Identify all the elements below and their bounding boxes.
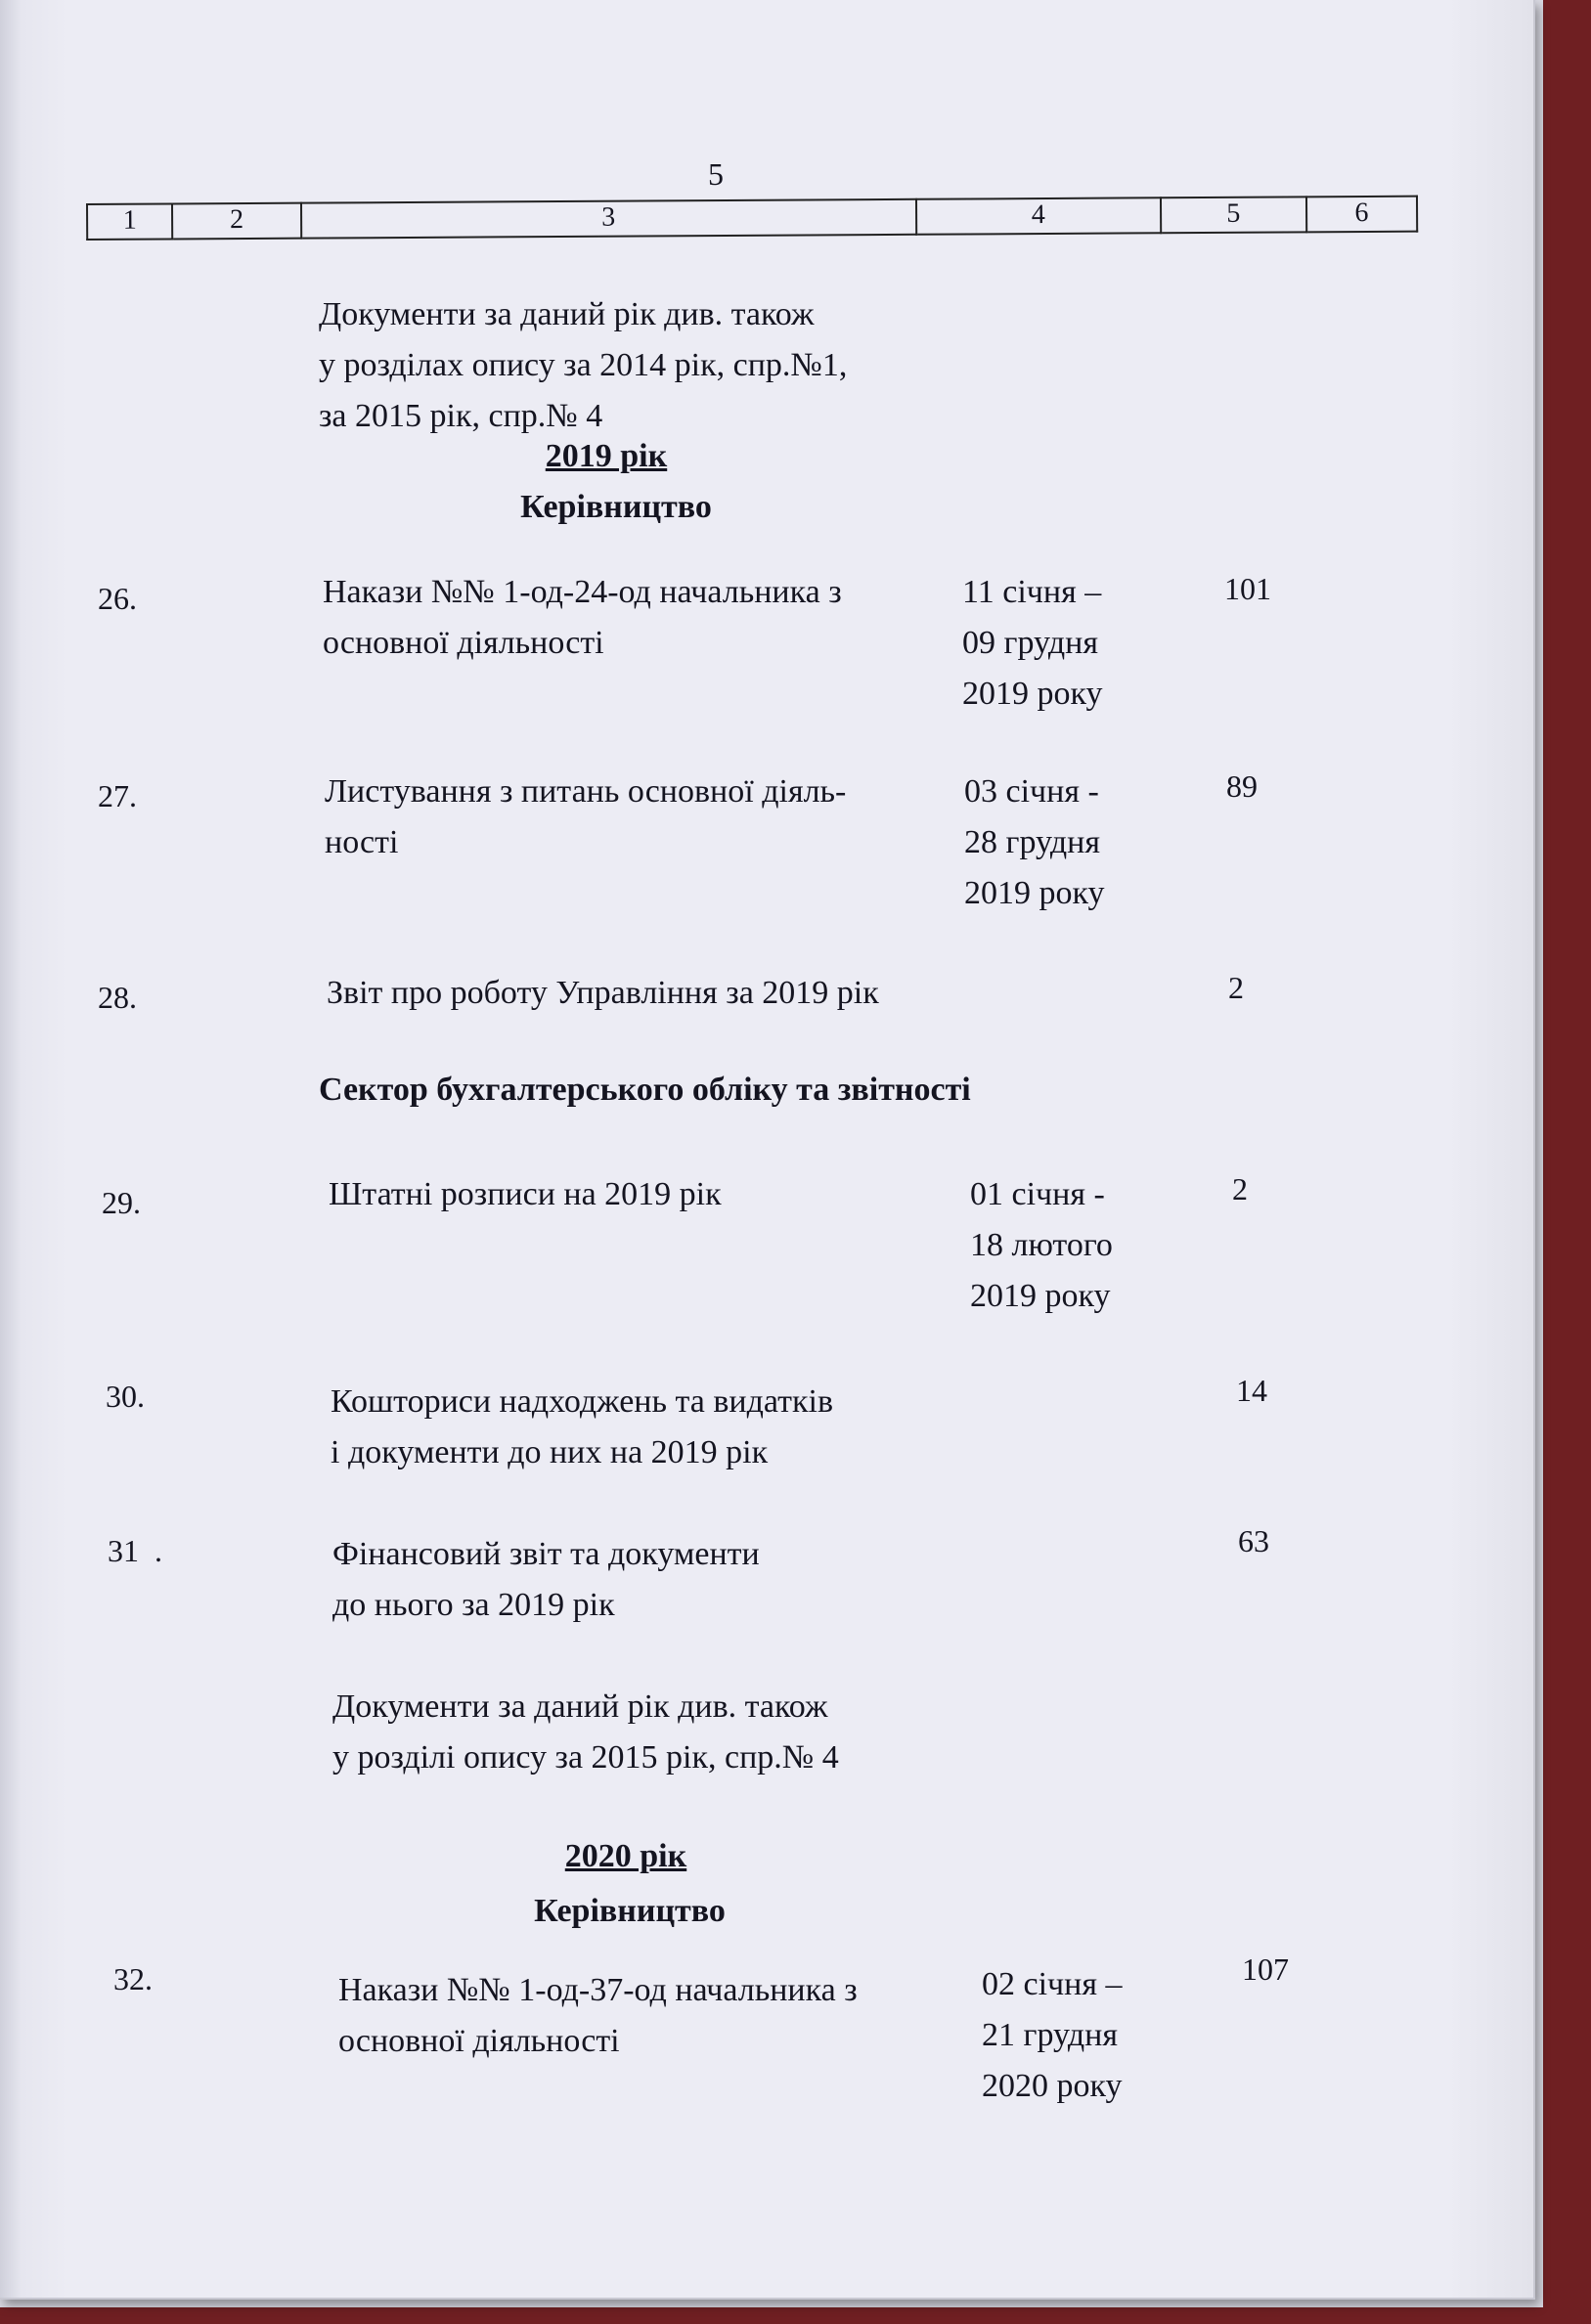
entry-title (331, 1377, 833, 1478)
date-line: 2019 року (962, 676, 1103, 712)
entry-number: 27. (98, 778, 137, 813)
title-line: і документи до них на 2019 рік (331, 1434, 769, 1470)
date-line: 21 грудня (982, 2017, 1118, 2053)
note-line: за 2015 рік, спр.№ 4 (319, 398, 603, 434)
title-line: Звіт про роботу Управління за 2019 рік (327, 975, 879, 1011)
date-line: 2019 року (970, 1278, 1111, 1314)
column-header: 4 (916, 197, 1161, 235)
entry-dates (962, 567, 1103, 720)
date-line: 11 січня – (962, 574, 1102, 610)
bleed-through-text (323, 499, 331, 535)
title-line: Штатні розписи на 2019 рік (329, 1176, 722, 1212)
title-line: основної діяльності (338, 2023, 620, 2059)
column-header: 6 (1306, 197, 1417, 233)
column-header-table (86, 196, 1418, 241)
intro-note (319, 289, 847, 442)
date-line: 03 січня - (964, 773, 1099, 810)
year-note (332, 1682, 839, 1783)
entry-title (327, 968, 879, 1019)
year-heading-2020: 2020 рік (564, 1838, 687, 1874)
date-line: 02 січня – (982, 1966, 1123, 2002)
section-heading-management: Керівництво (520, 489, 712, 525)
entry-pages: 107 (1242, 1951, 1289, 1987)
title-line: Накази №№ 1-од-24-од начальника з (323, 574, 842, 610)
title-line: до нього за 2019 рік (332, 1587, 615, 1623)
column-header: 3 (301, 199, 916, 239)
title-line: основної діяльності (323, 625, 604, 661)
title-line: Кошториси надходжень та видатків (331, 1383, 834, 1420)
entry-title (323, 567, 842, 669)
section-heading-accounting: Сектор бухгалтерського обліку та звітності (319, 1072, 971, 1108)
date-line: 28 грудня (964, 824, 1100, 860)
entry-number: 30. (106, 1379, 145, 1414)
date-line: 09 грудня (962, 625, 1098, 661)
column-header: 1 (87, 203, 173, 240)
date-line: 2019 року (964, 875, 1105, 911)
title-line: ності (325, 824, 399, 860)
column-header: 2 (172, 203, 300, 240)
entry-pages: 89 (1226, 768, 1258, 804)
entry-pages: 14 (1236, 1373, 1267, 1408)
year-heading-2019: 2019 рік (545, 438, 668, 474)
entry-number: 31 . (108, 1533, 162, 1568)
note-line: у розділі опису за 2015 рік, спр.№ 4 (332, 1739, 839, 1776)
title-line: Фінансовий звіт та документи (332, 1536, 760, 1572)
page-number: 5 (708, 156, 724, 192)
entry-dates (982, 1959, 1123, 2112)
title-line: Листування з питань основної діяль- (325, 773, 847, 810)
entry-number: 28. (98, 980, 137, 1015)
column-header: 5 (1161, 197, 1306, 233)
entry-pages: 101 (1224, 571, 1271, 606)
date-line: 01 січня - (970, 1176, 1105, 1212)
entry-dates (970, 1169, 1113, 1322)
entry-title (325, 767, 846, 868)
entry-number: 26. (98, 581, 137, 616)
date-line: 2020 року (982, 2068, 1123, 2104)
entry-dates (964, 767, 1105, 919)
note-line: Документи за даний рік див. також (332, 1688, 828, 1725)
section-heading-management: Керівництво (534, 1893, 726, 1929)
entry-title (329, 1169, 722, 1220)
note-line: у розділах опису за 2014 рік, спр.№1, (319, 347, 848, 383)
entry-number: 32. (113, 1961, 153, 1996)
entry-title (332, 1529, 760, 1631)
date-line: 18 лютого (970, 1227, 1113, 1263)
entry-pages: 63 (1238, 1523, 1269, 1558)
entry-title (338, 1965, 858, 2067)
entry-pages: 2 (1232, 1171, 1248, 1206)
entry-pages: 2 (1228, 970, 1244, 1005)
title-line: Накази №№ 1-од-37-од начальника з (338, 1972, 858, 2008)
entry-number: 29. (102, 1185, 141, 1220)
note-line: Документи за даний рік див. також (319, 296, 815, 332)
